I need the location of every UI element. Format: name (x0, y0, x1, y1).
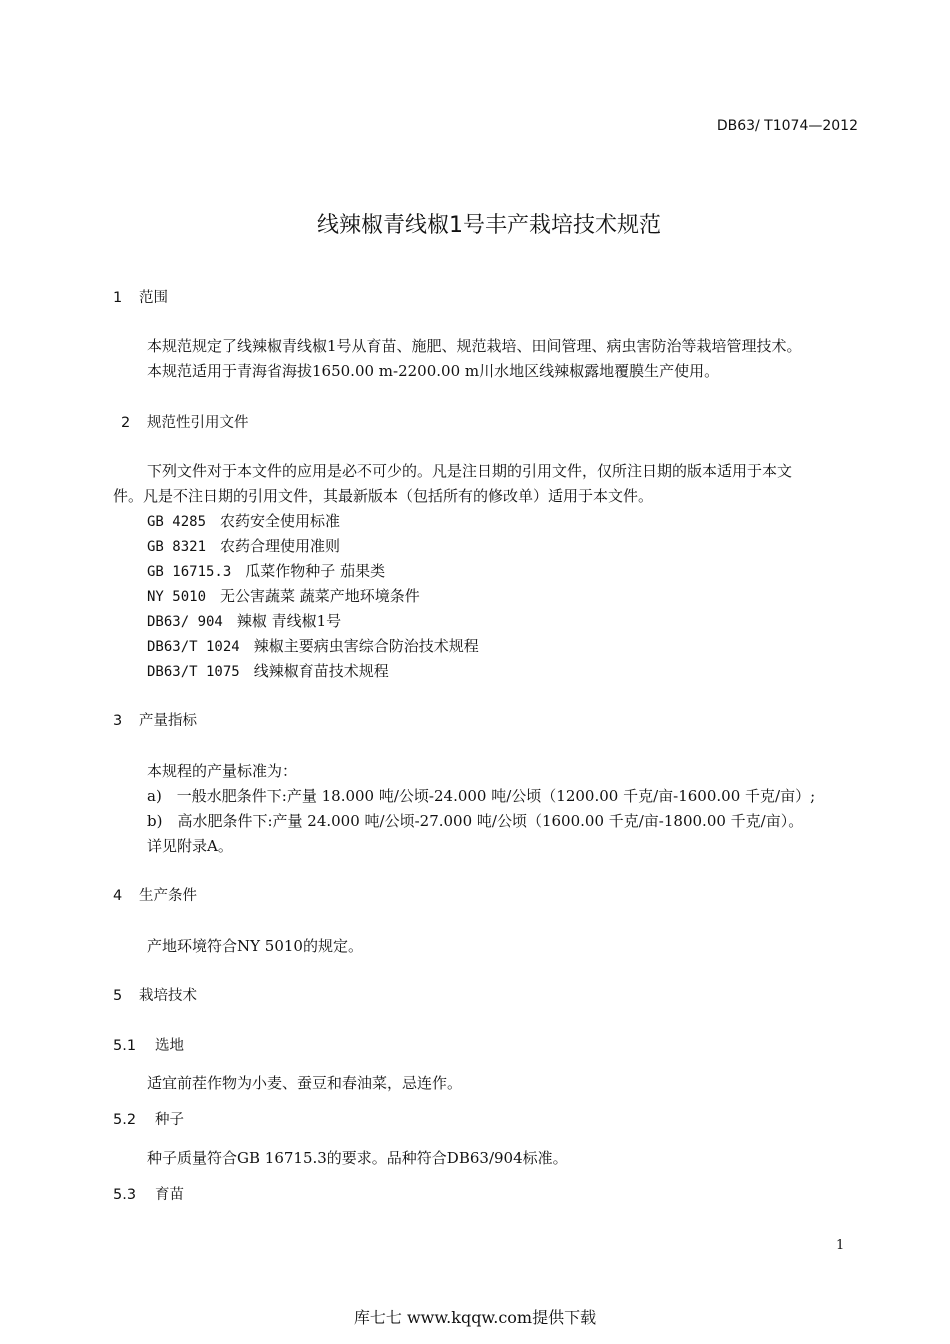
standard-code: DB63/ T1074—2012 (716, 118, 858, 134)
reference-item (147, 536, 340, 557)
section-title: 育苗 (155, 1187, 184, 1203)
reference-item (147, 586, 420, 607)
reference-code: DB63/T 1075 (147, 664, 240, 680)
paragraph: 本规程的产量标准为： (147, 762, 298, 780)
paragraph: 本规范规定了线辣椒青线椒1号从育苗、施肥、规范栽培、田间管理、病虫害防治等栽培管理技术。 (147, 337, 802, 355)
section-number: 2 (121, 415, 131, 431)
section-number: 5 (113, 988, 123, 1004)
section-title: 种子 (155, 1112, 184, 1128)
section-number: 1 (113, 290, 123, 306)
section-1-heading (113, 288, 168, 308)
section-title: 选地 (155, 1038, 184, 1054)
section-title: 产量指标 (139, 713, 197, 729)
section-5-2-heading (113, 1110, 184, 1130)
reference-name: 无公害蔬菜 蔬菜产地环境条件 (220, 587, 420, 605)
section-number: 5.2 (113, 1112, 137, 1128)
page-number: 1 (836, 1238, 845, 1253)
reference-code: DB63/T 1024 (147, 639, 240, 655)
paragraph: 种子质量符合GB 16715.3的要求。品种符合DB63/904标准。 (147, 1149, 568, 1167)
section-5-1-heading (113, 1036, 184, 1056)
section-number: 3 (113, 713, 123, 729)
reference-name: 农药合理使用准则 (220, 537, 341, 555)
section-number: 4 (113, 888, 123, 904)
reference-code: GB 8321 (147, 539, 207, 555)
reference-code: GB 4285 (147, 514, 207, 530)
reference-item (147, 561, 385, 582)
reference-name: 瓜菜作物种子 茄果类 (245, 562, 386, 580)
reference-item (147, 636, 479, 657)
paragraph: 产地环境符合NY 5010的规定。 (147, 937, 363, 955)
reference-name: 农药安全使用标准 (220, 512, 341, 530)
section-4-heading (113, 886, 197, 906)
reference-item (147, 511, 340, 532)
reference-code: DB63/ 904 (147, 614, 223, 630)
section-number: 5.1 (113, 1038, 137, 1054)
paragraph: 件。凡是不注日期的引用文件，其最新版本（包括所有的修改单）适用于本文件。 (113, 487, 654, 505)
reference-name: 辣椒 青线椒1号 (236, 612, 342, 630)
section-5-heading (113, 986, 197, 1006)
section-number: 5.3 (113, 1187, 137, 1203)
reference-item (147, 661, 389, 682)
reference-code: NY 5010 (147, 589, 207, 605)
paragraph: 下列文件对于本文件的应用是必不可少的。凡是注日期的引用文件，仅所注日期的版本适用于本文 (147, 462, 793, 480)
section-title: 栽培技术 (139, 988, 197, 1004)
paragraph: 本规范适用于青海省海拔1650.00 m-2200.00 m川水地区线辣椒露地覆膜生产使用。 (147, 362, 720, 380)
paragraph: 适宜前茬作物为小麦、蚕豆和春油菜，忌连作。 (147, 1074, 463, 1092)
reference-name: 辣椒主要病虫害综合防治技术规程 (253, 637, 479, 655)
paragraph: 详见附录A。 (147, 837, 233, 855)
section-3-heading (113, 711, 197, 731)
list-item: a) 一般水肥条件下:产量 18.000 吨/公顷-24.000 吨/公顷（1200.00 千克/亩-1600.00 千克/亩）; (147, 787, 816, 805)
section-title: 生产条件 (139, 888, 197, 904)
reference-name: 线辣椒育苗技术规程 (253, 662, 389, 680)
section-2-heading (121, 413, 249, 433)
section-title: 规范性引用文件 (147, 415, 249, 431)
document-title: 线辣椒青线椒1号丰产栽培技术规范 (317, 213, 661, 238)
download-footer: 库七七 www.kqqw.com提供下载 (353, 1308, 597, 1327)
section-title: 范围 (139, 290, 168, 306)
reference-code: GB 16715.3 (147, 564, 232, 580)
reference-item (147, 611, 341, 632)
list-item: b) 高水肥条件下:产量 24.000 吨/公顷-27.000 吨/公顷（1600.00 千克/亩-1800.00 千克/亩）。 (147, 812, 804, 830)
section-5-3-heading (113, 1185, 184, 1205)
